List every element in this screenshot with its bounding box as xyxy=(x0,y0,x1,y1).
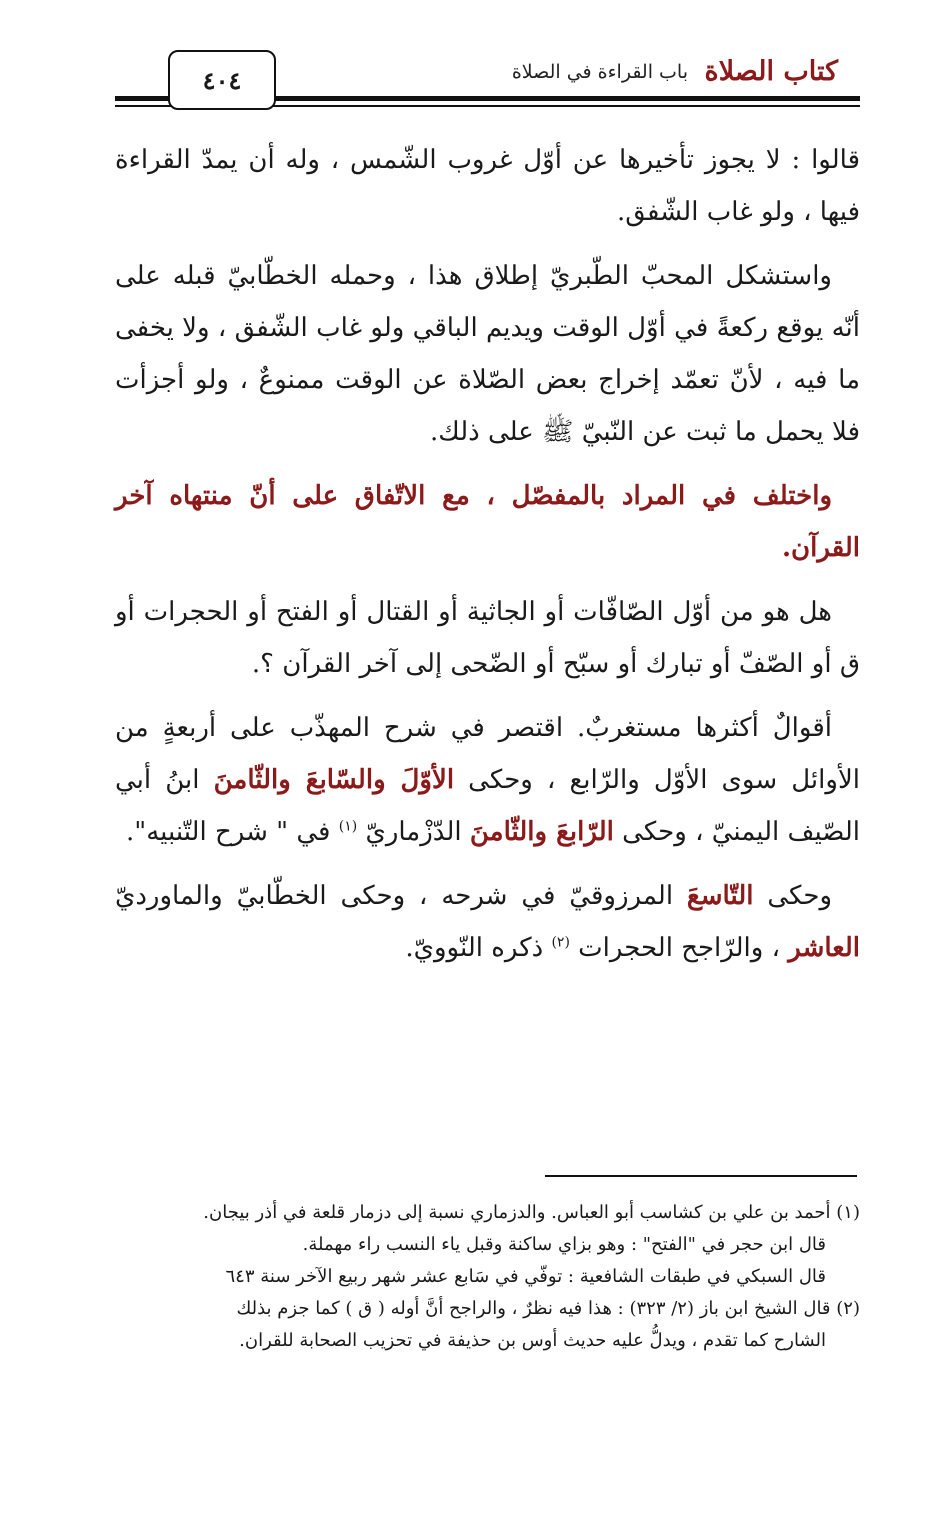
p4-text-2: ابنُ أبي الصّيف اليمنيّ ، وحكى xyxy=(115,765,860,847)
p5-text-4: ذكره النّوويّ. xyxy=(405,933,552,963)
paragraph-3: هل هو من أوّل الصّافّات أو الجاثية أو القتال أو الفتح أو الحجرات أو ق أو الصّفّ أو تبارك أو سبّح أو الضّحى إلى آخر القرآن ؟. xyxy=(115,597,860,679)
paragraph-4 xyxy=(115,702,860,858)
p5-text-1: وحكى xyxy=(753,881,832,911)
p5-highlight-2: العاشر xyxy=(788,933,860,963)
book-title: كتاب الصلاة xyxy=(704,56,838,87)
section-heading: واختلف في المراد بالمفصّل ، مع الاتّفاق على أنّ منتهاه آخر القرآن. xyxy=(115,481,860,563)
footnote-1-line-3: قال السبكي في طبقات الشافعية : توفّي في سَابع عشر شهر ربيع الآخر سنة ٦٤٣ xyxy=(225,1266,826,1287)
p4-text-3: الدّزْماريّ xyxy=(357,817,470,847)
paragraph-5 xyxy=(115,870,860,974)
paragraph-2: واستشكل المحبّ الطّبريّ إطلاق هذا ، وحمله الخطّابيّ قبله على أنّه يوقع ركعةً في أوّل الوقت ويديم الباقي ولو غاب الشّفق ، ولا يخفى ما فيه ، لأنّ تعمّد إخراج بعض الصّلاة عن الوقت ممنوعٌ ، ولو أجزأت فلا يحمل ما ثبت عن النّبيّ ﷺ على ذلك. xyxy=(115,261,860,447)
footnote-separator xyxy=(545,1175,857,1177)
footnote-1-line-2: قال ابن حجر في "الفتح" : وهو بزاي ساكنة وقبل ياء النسب راء مهملة. xyxy=(302,1234,826,1255)
footnote-2-line-1: (٢) قال الشيخ ابن باز (٢/ ٣٢٣) : هذا فيه نظرٌ ، والراجح أنَّ أوله ( ق ) كما جزم بذلك xyxy=(236,1298,860,1319)
footnote-ref-2: (٢) xyxy=(551,934,570,951)
chapter-title: باب القراءة في الصلاة xyxy=(511,61,688,83)
footnote-2-line-2: الشارح كما تقدم ، ويدلُّ عليه حديث أوس بن حذيفة في تحزيب الصحابة للقران. xyxy=(239,1330,826,1351)
page-header xyxy=(115,50,860,110)
body-text xyxy=(115,134,860,986)
p4-highlight-2: الرّابعَ والثّامنَ xyxy=(469,817,614,847)
p4-highlight-1: الأوّلَ والسّابعَ والثّامنَ xyxy=(213,765,455,795)
p5-text-2: المرزوقيّ في شرحه ، وحكى الخطّابيّ والماورديّ xyxy=(115,881,687,911)
p4-text-4: في " شرح التّنبيه". xyxy=(126,817,339,847)
paragraph-1: قالوا : لا يجوز تأخيرها عن أوّل غروب الشّمس ، وله أن يمدّ القراءة فيها ، ولو غاب الشّفق. xyxy=(115,145,860,227)
page-number: ٤٠٤ xyxy=(168,50,276,110)
p4-text-1: أقوالٌ أكثرها مستغربٌ. اقتصر في شرح المهذّب على أربعةٍ من الأوائل سوى الأوّل والرّابع ، وحكى xyxy=(115,713,860,795)
footnote-1-line-1: (١) أحمد بن علي بن كشاسب أبو العباس. والدزماري نسبة إلى دزمار قلعة في أذر بيجان. xyxy=(203,1202,860,1223)
p5-highlight-1: التّاسعَ xyxy=(686,881,754,911)
p5-text-3: ، والرّاجح الحجرات xyxy=(569,933,789,963)
footnotes xyxy=(115,1198,860,1358)
footnote-ref-1: (١) xyxy=(338,818,358,835)
